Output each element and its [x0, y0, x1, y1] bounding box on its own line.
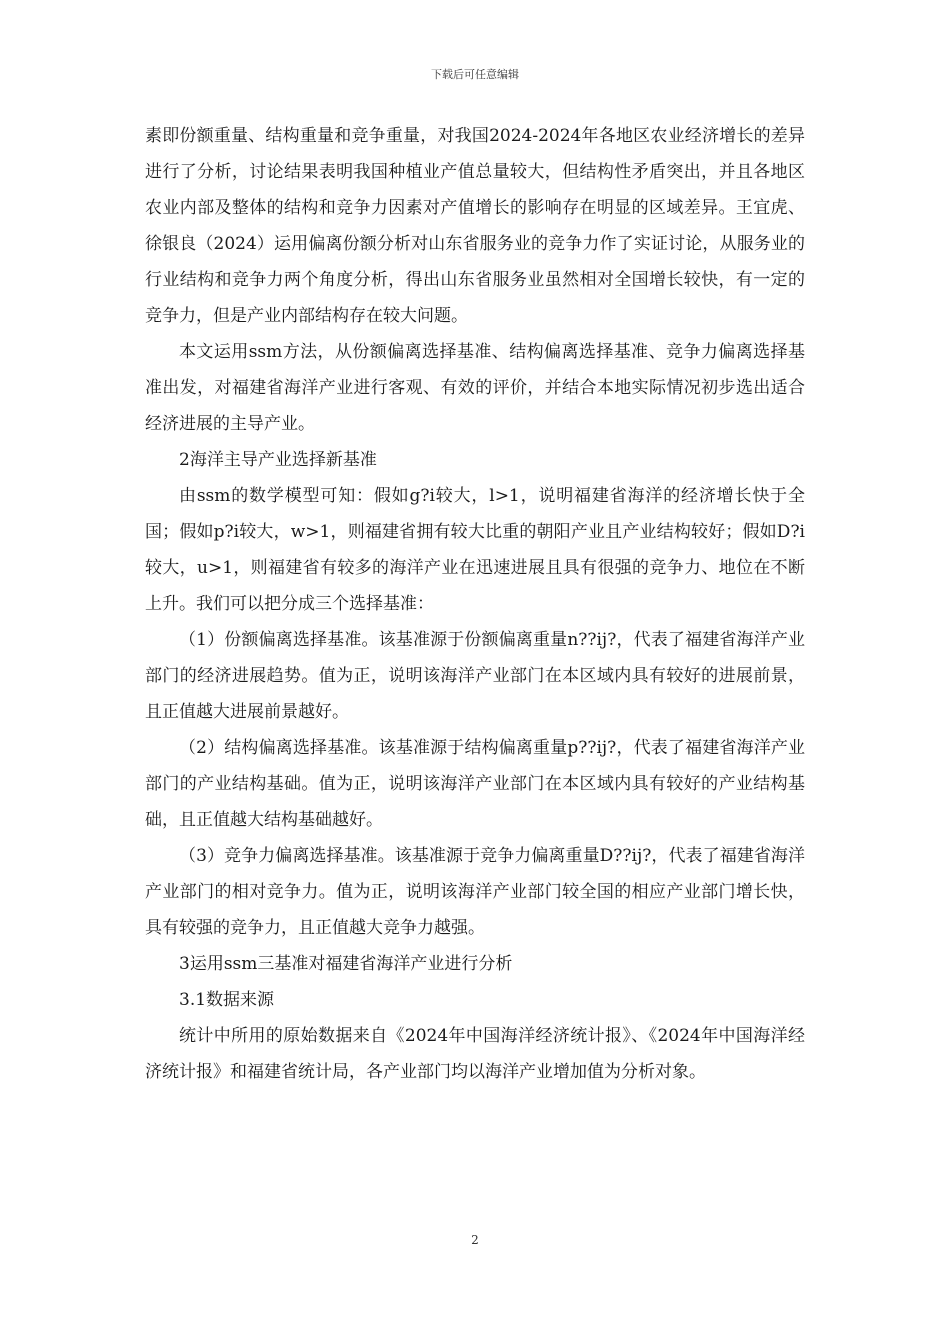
criterion-2: （2）结构偏离选择基准。该基准源于结构偏离重量p??ij?，代表了福建省海洋产业部门的产业结构基础。值为正，说明该海洋产业部门在本区域内具有较好的产业结构基础，且正值越大结构基础越好。 — [145, 738, 805, 830]
subsection-heading-3-1: 3.1数据来源 — [179, 990, 275, 1010]
paragraph-continued: 素即份额重量、结构重量和竞争重量，对我国2024-2024年各地区农业经济增长的差异进行了分析，讨论结果表明我国种植业产值总量较大，但结构性矛盾突出，并且各地区农业内部及整体的结构和竞争力因素对产值增长的影响存在明显的区域差异。王宜虎、徐银良（2024）运用偏离份额分析对山东省服务业的竞争力作了实证讨论，从服务业的行业结构和竞争力两个角度分析，得出山东省服务业虽然相对全国增长较快，有一定的竞争力，但是产业内部结构存在较大问题。 — [145, 126, 805, 326]
document-body — [145, 118, 805, 1090]
section-heading-3: 3运用ssm三基准对福建省海洋产业进行分析 — [179, 954, 513, 974]
criterion-1: （1）份额偏离选择基准。该基准源于份额偏离重量n??ij?，代表了福建省海洋产业部门的经济进展趋势。值为正，说明该海洋产业部门在本区域内具有较好的进展前景，且正值越大进展前景越好。 — [145, 630, 805, 722]
section-heading-2: 2海洋主导产业选择新基准 — [179, 450, 377, 470]
page-header: 下载后可任意编辑 — [431, 68, 519, 81]
paragraph-method: 本文运用ssm方法，从份额偏离选择基准、结构偏离选择基准、竞争力偏离选择基准出发，对福建省海洋产业进行客观、有效的评价，并结合本地实际情况初步选出适合经济进展的主导产业。 — [145, 342, 805, 434]
criterion-3: （3）竞争力偏离选择基准。该基准源于竞争力偏离重量D??ij?，代表了福建省海洋产业部门的相对竞争力。值为正，说明该海洋产业部门较全国的相应产业部门增长快，具有较强的竞争力，且正值越大竞争力越强。 — [145, 846, 805, 938]
paragraph-model: 由ssm的数学模型可知：假如g?i较大，l>1，说明福建省海洋的经济增长快于全国；假如p?i较大，w>1，则福建省拥有较大比重的朝阳产业且产业结构较好；假如D?i较大，u>1，则福建省有较多的海洋产业在迅速进展且具有很强的竞争力、地位在不断上升。我们可以把分成三个选择基准： — [145, 486, 805, 614]
paragraph-data-source: 统计中所用的原始数据来自《2024年中国海洋经济统计报》、《2024年中国海洋经济统计报》和福建省统计局，各产业部门均以海洋产业增加值为分析对象。 — [145, 1026, 805, 1082]
page-number: 2 — [471, 1233, 479, 1247]
